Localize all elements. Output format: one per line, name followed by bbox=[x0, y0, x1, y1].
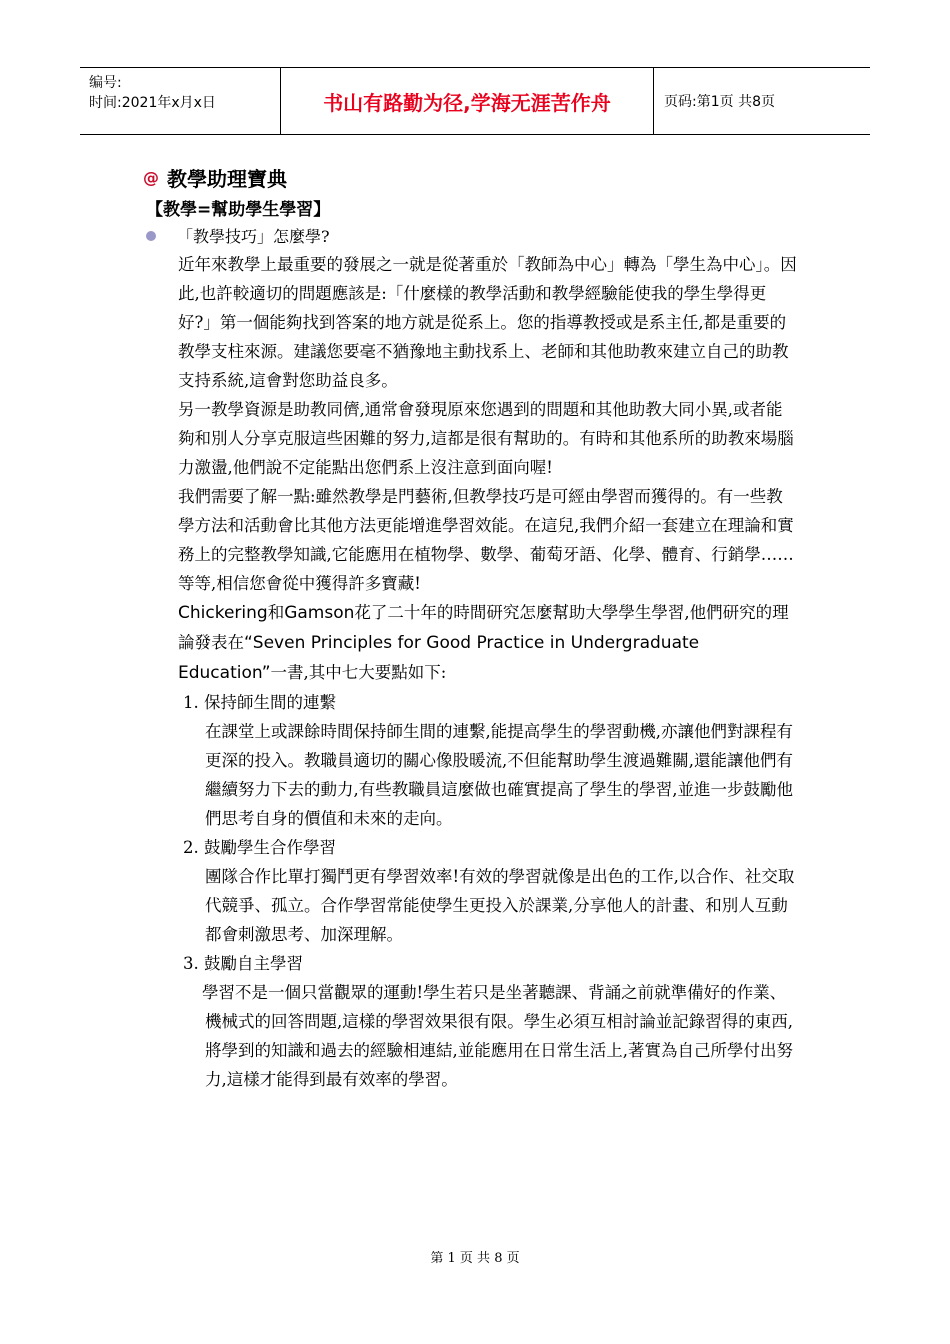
paragraph: 近年來教學上最重要的發展之一就是從著重於「教師為中心」轉為「學生為中心」。因此,也許較適切的問題應該是:「什麼樣的教學活動和教學經驗能使我的學生學得更好?」第一個能夠找到答案的地方就是從系上。您的指導教授或是系主任,都是重要的教學支柱來源。建議您要毫不猶豫地主動找系上、老師和其他助教來建立自己的助教支持系統,這會對您助益良多。 bbox=[178, 255, 797, 390]
swirl-icon: @ bbox=[143, 168, 159, 187]
principle-body: 團隊合作比單打獨鬥更有學習效率!有效的學習就像是出色的工作,以合作、社交取代競爭、孤立。合作學習常能使學生更投入於課業,分享他人的計畫、和別人互動都會刺激思考、加深理解。 bbox=[205, 867, 795, 944]
intro-text: 花了二十年的時間研究怎麼幫助大學學生學習,他們研究的理論發表在 bbox=[178, 603, 789, 652]
page-header bbox=[80, 67, 870, 135]
header-info bbox=[80, 68, 281, 134]
intro-text: 一書,其中七大要點如下: bbox=[270, 663, 447, 682]
conjunction: 和 bbox=[267, 603, 285, 622]
title-text: 教學助理寶典 bbox=[167, 167, 287, 191]
document-subtitle: 【教學=幫助學生學習】 bbox=[146, 200, 331, 220]
principle-heading: 2. 鼓勵學生合作學習 bbox=[183, 838, 336, 857]
header-motto: 书山有路勤为径,学海无涯苦作舟 bbox=[281, 68, 654, 134]
header-page-label: 页码:第1页 共8页 bbox=[664, 94, 775, 110]
book-title: “Seven Principles for Good Practice in Undergraduate Education” bbox=[178, 633, 700, 683]
bullet-icon bbox=[146, 231, 156, 241]
paragraph: 另一教學資源是助教同儕,通常會發現原來您遇到的問題和其他助教大同小異,或者能夠和別人分享克服這些困難的努力,這都是很有幫助的。有時和其他系所的助教來場腦力激盪,他們說不定能點出您們系上沒注意到面向喔! bbox=[178, 400, 794, 477]
question-bullet bbox=[146, 224, 330, 247]
principle-body: 在課堂上或課餘時間保持師生間的連繫,能提高學生的學習動機,亦讓他們對課程有更深的投入。教職員適切的關心像股暖流,不但能幫助學生渡過難關,還能讓他們有繼續努力下去的動力,有些教職員這麼做也確實提高了學生的學習,並進一步鼓勵他們思考自身的價值和未來的走向。 bbox=[205, 722, 793, 828]
time-label: 时间:2021年x月x日 bbox=[89, 95, 216, 111]
principle-heading: 1. 保持師生間的連繫 bbox=[183, 693, 336, 712]
intro-paragraph bbox=[178, 598, 798, 688]
author-name: Chickering bbox=[178, 603, 268, 623]
question-text: 「教學技巧」怎麼學? bbox=[177, 227, 330, 246]
author-name: Gamson bbox=[284, 603, 355, 623]
principle-body: 學習不是一個只當觀眾的運動!學生若只是坐著聽課、背誦之前就準備好的作業、機械式的回答問題,這樣的學習效果很有限。學生必須互相討論並記錄習得的東西,將學到的知識和過去的經驗相連結,並能應用在日常生活上,著實為自己所學付出努力,這樣才能得到最有效率的學習。 bbox=[202, 983, 793, 1089]
principle-heading: 3. 鼓勵自主學習 bbox=[183, 954, 303, 973]
document-body bbox=[178, 250, 798, 1094]
document-title bbox=[143, 163, 287, 192]
paragraph: 我們需要了解一點:雖然教學是門藝術,但教學技巧是可經由學習而獲得的。有一些教學方法和活動會比其他方法更能增進學習效能。在這兒,我們介紹一套建立在理論和實務上的完整教學知識,它能應用在植物學、數學、葡萄牙語、化學、體育、行銷學……等等,相信您會從中獲得許多寶藏! bbox=[178, 487, 794, 593]
page-footer: 第 1 页 共 8 页 bbox=[430, 1251, 520, 1266]
number-label: 编号: bbox=[89, 75, 122, 91]
